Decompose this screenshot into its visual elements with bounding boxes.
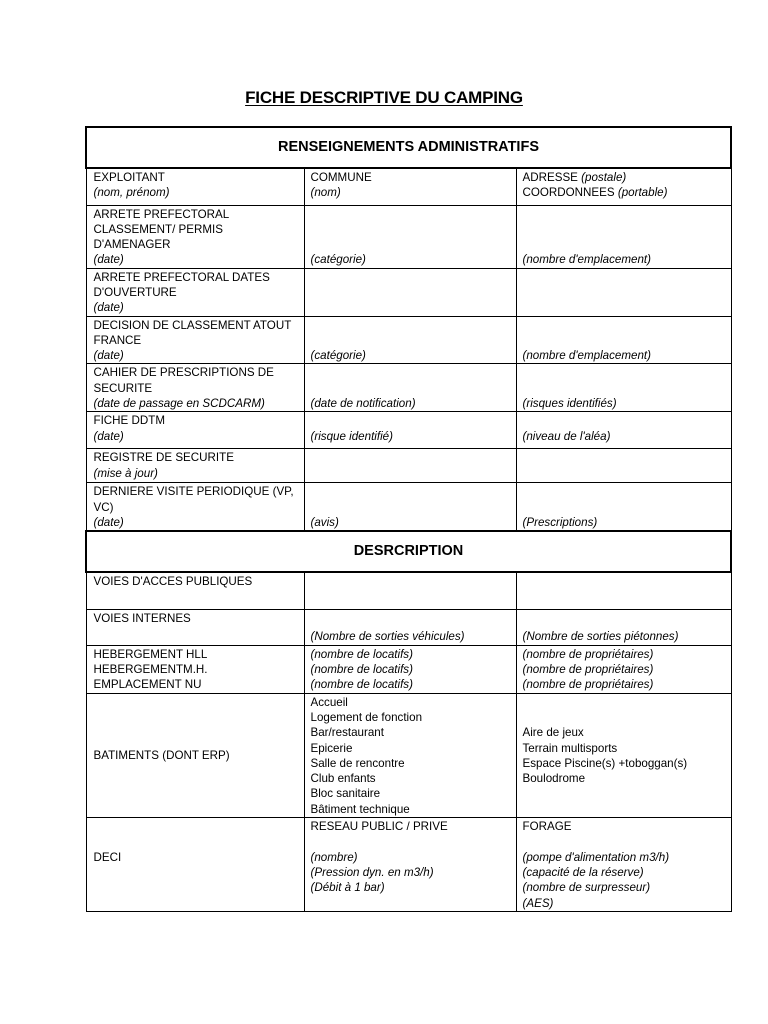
list-item: Salle de rencontre — [310, 756, 405, 770]
cell-sorties-vehicules: (Nombre de sorties véhicules) — [304, 609, 516, 645]
cell-nombre-emplacement: (nombre d'emplacement) — [516, 316, 731, 364]
cell-risque-identifie: (risque identifié) — [304, 412, 516, 449]
list-item: Espace Piscine(s) +toboggan(s) — [522, 756, 688, 770]
cell-decision-classement: DECISION DE CLASSEMENT ATOUT FRANCE (date) — [86, 316, 304, 364]
table-row — [86, 483, 731, 531]
cell-equipements-list — [516, 693, 731, 817]
cell-date-notification: (date de notification) — [304, 364, 516, 412]
list-item: Epicerie — [310, 741, 353, 755]
table-row — [86, 693, 731, 817]
cell-deci: DECI — [86, 818, 304, 912]
cell-categorie: (catégorie) — [304, 316, 516, 364]
table-row — [86, 412, 731, 449]
cell-forage: FORAGE (pompe d'alimentation m3/h) (capacité de la réserve) (nombre de surpresseur) (AES) — [516, 818, 731, 912]
cell-derniere-visite: DERNIERE VISITE PERIODIQUE (VP, VC) (date) — [86, 483, 304, 531]
list-item: Bar/restaurant — [310, 726, 384, 740]
table-row — [86, 268, 731, 316]
section-header-description: DESRCRIPTION — [86, 531, 731, 572]
cell-reseau: RESEAU PUBLIC / PRIVE (nombre) (Pression dyn. en m3/h) (Débit à 1 bar) — [304, 818, 516, 912]
cell-voies-acces: VOIES D'ACCES PUBLIQUES — [86, 572, 304, 609]
cell-fiche-ddtm: FICHE DDTM (date) — [86, 412, 304, 449]
cell-nombre-emplacement: (nombre d'emplacement) — [516, 205, 731, 268]
camping-form-table — [85, 126, 732, 912]
cell-batiments: BATIMENTS (DONT ERP) — [86, 693, 304, 817]
cell-registre-securite: REGISTRE DE SECURITE (mise à jour) — [86, 449, 304, 483]
cell-arrete-classement: ARRETE PREFECTORAL CLASSEMENT/ PERMIS D'AMENAGER (date) — [86, 205, 304, 268]
table-row — [86, 168, 731, 205]
cell-nombre-proprietaires: (nombre de propriétaires) (nombre de propriétaires) (nombre de propriétaires) — [516, 645, 731, 693]
cell-empty — [516, 449, 731, 483]
cell-cahier-prescriptions: CAHIER DE PRESCRIPTIONS DE SECURITE (date de passage en SCDCARM) — [86, 364, 304, 412]
table-row — [86, 572, 731, 609]
table-row — [86, 205, 731, 268]
list-item: Boulodrome — [522, 772, 586, 786]
cell-nombre-locatifs: (nombre de locatifs) (nombre de locatifs) (nombre de locatifs) — [304, 645, 516, 693]
cell-avis: (avis) — [304, 483, 516, 531]
cell-empty — [304, 449, 516, 483]
list-item: Terrain multisports — [522, 741, 618, 755]
cell-voies-internes: VOIES INTERNES — [86, 609, 304, 645]
table-row — [86, 645, 731, 693]
cell-sorties-pietonnes: (Nombre de sorties piétonnes) — [516, 609, 731, 645]
cell-empty — [516, 268, 731, 316]
cell-empty — [304, 268, 516, 316]
cell-empty — [516, 572, 731, 609]
cell-prescriptions: (Prescriptions) — [516, 483, 731, 531]
cell-empty — [304, 572, 516, 609]
cell-exploitant: EXPLOITANT (nom, prénom) — [86, 168, 304, 205]
table-row — [86, 364, 731, 412]
list-item: Bâtiment technique — [310, 802, 410, 816]
table-row — [86, 818, 731, 912]
table-row — [86, 609, 731, 645]
list-item: Logement de fonction — [310, 710, 423, 724]
list-item: Accueil — [310, 695, 348, 709]
table-row — [86, 316, 731, 364]
cell-categorie: (catégorie) — [304, 205, 516, 268]
list-item: Bloc sanitaire — [310, 787, 381, 801]
cell-arrete-ouverture: ARRETE PREFECTORAL DATES D'OUVERTURE (date) — [86, 268, 304, 316]
cell-adresse: ADRESSE (postale) COORDONNEES (portable) — [516, 168, 731, 205]
table-row — [86, 449, 731, 483]
cell-hebergement: HEBERGEMENT HLL HEBERGEMENTM.H. EMPLACEMENT NU — [86, 645, 304, 693]
section-header-admin: RENSEIGNEMENTS ADMINISTRATIFS — [86, 127, 731, 168]
document-title: FICHE DESCRIPTIVE DU CAMPING — [245, 88, 523, 107]
cell-batiments-list — [304, 693, 516, 817]
list-item: Aire de jeux — [522, 726, 584, 740]
list-item: Club enfants — [310, 772, 376, 786]
cell-niveau-alea: (niveau de l'aléa) — [516, 412, 731, 449]
cell-risques-identifies: (risques identifiés) — [516, 364, 731, 412]
cell-commune: COMMUNE (nom) — [304, 168, 516, 205]
